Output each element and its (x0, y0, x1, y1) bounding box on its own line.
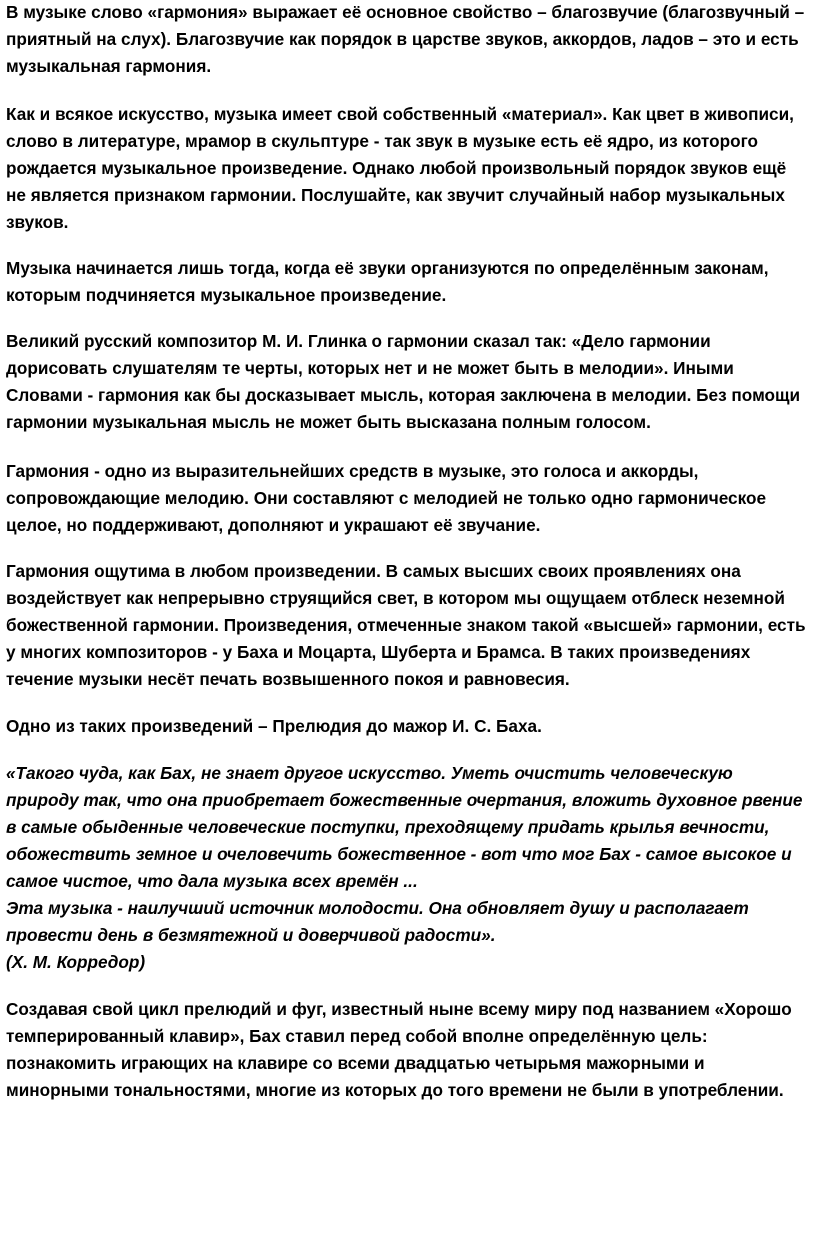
paragraph-music-laws: Музыка начинается лишь тогда, когда её звуки организуются по определённым законам, которым подчиняется музыкальное произведение. (6, 258, 769, 305)
paragraph-bach-prelude: Одно из таких произведений – Прелюдия до мажор И. С. Баха. (6, 716, 542, 736)
paragraph-music-material: Как и всякое искусство, музыка имеет свой собственный «материал». Как цвет в живописи, слово в литературе, мрамор в скульптуре - так звук в музыке есть её ядро, из которого рождается музыкальное произведение. Однако любой произвольный порядок звуков ещё не является признаком гармонии. Послушайте, как звучит случайный набор музыкальных звуков. (6, 104, 794, 232)
paragraph-glinka-quote: Великий русский композитор М. И. Глинка о гармонии сказал так: «Дело гармонии дорисовать слушателям те черты, которых нет и не может быть в мелодии». Иными Словами - гармония как бы досказывает мысль, которая заключена в мелодии. Без помощи гармонии музыкальная мысль не может быть высказана полным голосом. (6, 331, 801, 432)
paragraph-well-tempered-clavier: Создавая свой цикл прелюдий и фуг, известный ныне всему миру под названием «Хорошо темперированный клавир», Бах ставил перед собой вполне определённую цель: познакомить играющих на клавире со всеми двадцатью четырьмя мажорными и минорными тональностями, многие из которых до того времени не были в употреблении. (6, 999, 792, 1100)
quote-attribution: (Х. М. Корредор) (6, 952, 146, 972)
paragraph-harmony-definition: В музыке слово «гармония» выражает её основное свойство – благозвучие (благозвучный – приятный на слух). Благозвучие как порядок в царстве звуков, аккордов, ладов – это и есть музыкальная гармония. (6, 2, 805, 76)
paragraph-higher-harmony: Гармония ощутима в любом произведении. В самых высших своих проявлениях она воздействует как непрерывно струящийся свет, в котором мы ощущаем отблеск неземной божественной гармонии. Произведения, отмеченные знаком такой «высшей» гармонии, есть у многих композиторов - у Баха и Моцарта, Шуберта и Брамса. В таких произведениях течение музыки несёт печать возвышенного покоя и равновесия. (6, 561, 806, 689)
paragraph-harmony-means: Гармония - одно из выразительнейших средств в музыке, это голоса и аккорды, сопровождающие мелодию. Они составляют с мелодией не только одно гармоническое целое, но поддерживают, дополняют и украшают её звучание. (6, 461, 767, 535)
document-body (6, 0, 810, 1124)
quote-line-1: «Такого чуда, как Бах, не знает другое искусство. Уметь очистить человеческую природу так, что она приобретает божественные очертания, вложить духовное рвение в самые обыденные человеческие поступки, преходящему придать крылья вечности, обожествить земное и очеловечить божественное - вот что мог Бах - самое высокое и самое чистое, что дала музыка всех времён ... (6, 763, 803, 891)
corredor-quote (6, 760, 810, 976)
quote-line-2: Эта музыка - наилучший источник молодости. Она обновляет душу и располагает провести день в безмятежной и доверчивой радости». (6, 898, 749, 945)
